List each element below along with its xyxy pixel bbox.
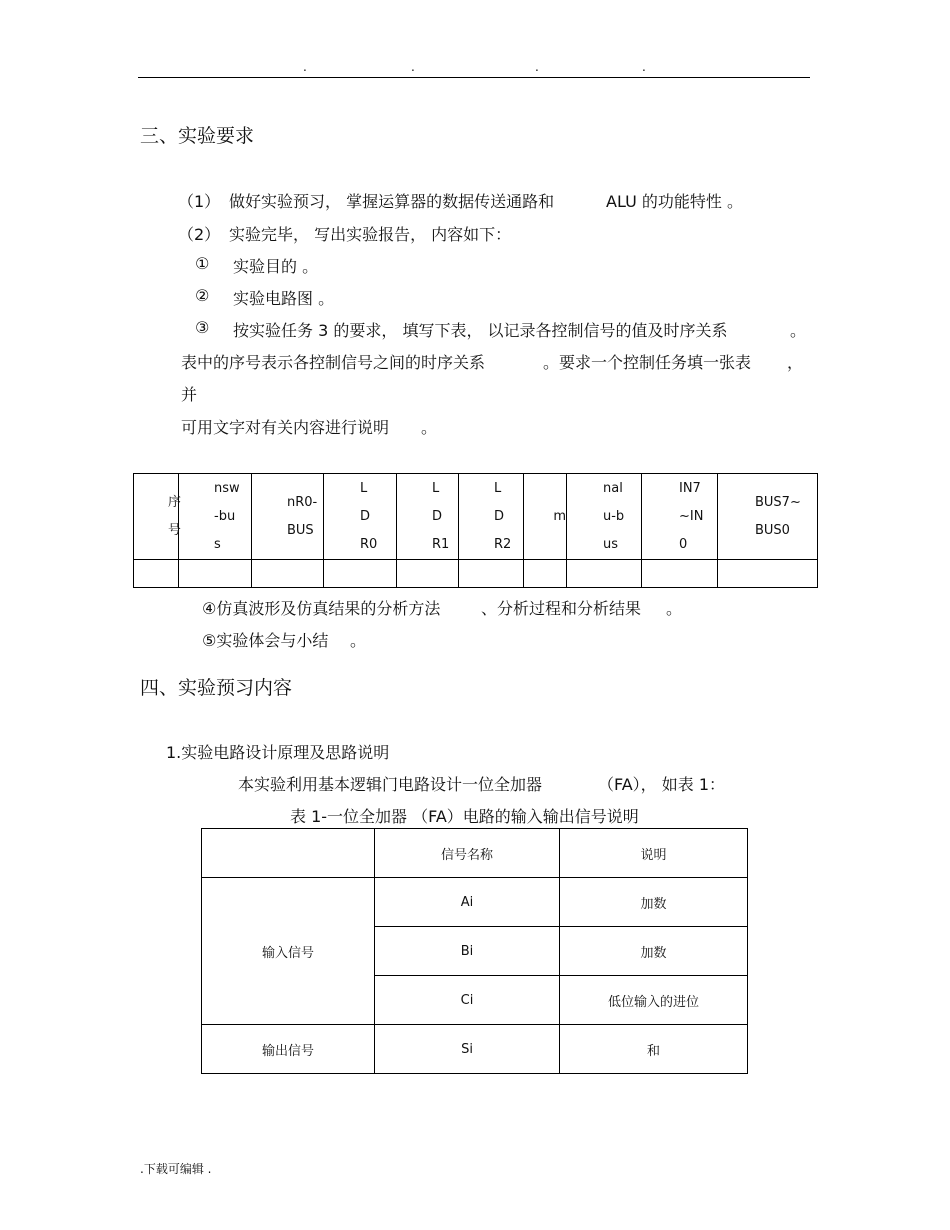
table-row: [202, 1025, 748, 1074]
section4-title: 四、实验预习内容: [140, 677, 293, 699]
fa-signal-desc: 和: [560, 1025, 748, 1074]
sub-item-1-num: ①: [195, 254, 210, 273]
req-item-5: ⑤实验体会与小结: [202, 631, 329, 650]
fa-header-row: [202, 829, 748, 878]
table-cell: [524, 560, 567, 588]
header-rule: [138, 77, 810, 78]
req-item-1-tail: ALU 的功能特性 。: [606, 192, 743, 211]
table-cell: [134, 560, 179, 588]
para-line-c: 可用文字对有关内容进行说明: [181, 418, 390, 437]
header-dot: .: [303, 60, 307, 74]
req-item-4-end: 。: [666, 599, 683, 618]
header-cell-seq: 序 号: [134, 474, 179, 560]
header-dot: .: [535, 60, 539, 74]
table-cell: [252, 560, 324, 588]
para-line-a-tail: 。要求一个控制任务填一张表: [543, 353, 752, 372]
header-cell-ldr0: L D R0: [324, 474, 397, 560]
control-table-header-row: [134, 474, 818, 560]
sub-item-3-tail: 。: [790, 321, 807, 340]
table-cell: [718, 560, 818, 588]
req-item-2-text: 实验完毕， 写出实验报告， 内容如下：: [229, 225, 512, 244]
header-dot: .: [411, 60, 415, 74]
fa-header-signal-name: 信号名称: [375, 829, 560, 878]
req-item-1-num: （1）: [178, 192, 221, 211]
fa-header-blank: [202, 829, 375, 878]
control-table-blank-row: [134, 560, 818, 588]
header-dot: .: [642, 60, 646, 74]
section4-sub1: 1.实验电路设计原理及思路说明: [166, 743, 390, 762]
sub-item-3-text: 按实验任务 3 的要求， 填写下表， 以记录各控制信号的值及时序关系: [233, 321, 728, 340]
fa-signal-name: Ai: [375, 878, 560, 927]
req-item-4-mid: 、分析过程和分析结果: [481, 599, 642, 618]
table-row: [202, 878, 748, 927]
section4-intro-mid: （FA）， 如表 1：: [598, 775, 726, 794]
para-line-c-tail: 。: [421, 418, 438, 437]
fa-signal-desc: 加数: [560, 927, 748, 976]
header-cell-bus7-bus0: BUS7~ BUS0: [718, 474, 818, 560]
section3-title: 三、实验要求: [140, 125, 255, 147]
fa-signal-name: Bi: [375, 927, 560, 976]
footer-text: .下载可编辑 .: [140, 1162, 212, 1176]
table-cell: [179, 560, 252, 588]
req-item-1-text: 做好实验预习， 掌握运算器的数据传送通路和: [229, 192, 555, 211]
fa-signal-name: Si: [375, 1025, 560, 1074]
header-cell-m: m: [524, 474, 567, 560]
table-cell: [567, 560, 642, 588]
table-cell: [459, 560, 524, 588]
table-caption: 表 1-一位全加器 （FA）电路的输入输出信号说明: [290, 807, 639, 826]
sub-item-2-num: ②: [195, 286, 210, 305]
header-cell-nalu-bus: nal u-b us: [567, 474, 642, 560]
sub-item-2-text: 实验电路图 。: [233, 289, 335, 308]
fa-signal-desc: 低位输入的进位: [560, 976, 748, 1025]
fa-input-group-label: 输入信号: [202, 878, 375, 1025]
fa-signal-desc: 加数: [560, 878, 748, 927]
fa-signal-name: Ci: [375, 976, 560, 1025]
table-cell: [397, 560, 459, 588]
header-cell-nr0-bus: nR0- BUS: [252, 474, 324, 560]
para-line-a-comma: ，: [787, 353, 804, 372]
control-signal-table: [133, 473, 818, 588]
sub-item-1-text: 实验目的 。: [233, 257, 319, 276]
full-adder-signal-table: [201, 828, 748, 1074]
para-line-b: 并: [181, 385, 198, 404]
header-cell-ldr1: L D R1: [397, 474, 459, 560]
para-line-a: 表中的序号表示各控制信号之间的时序关系: [181, 353, 486, 372]
fa-output-group-label: 输出信号: [202, 1025, 375, 1074]
req-item-2-num: （2）: [178, 225, 221, 244]
section4-intro: 本实验利用基本逻辑门电路设计一位全加器: [238, 775, 543, 794]
table-cell: [642, 560, 718, 588]
table-cell: [324, 560, 397, 588]
req-item-5-end: 。: [350, 631, 367, 650]
header-cell-nsw-bus: nsw -bu s: [179, 474, 252, 560]
header-cell-ldr2: L D R2: [459, 474, 524, 560]
fa-header-description: 说明: [560, 829, 748, 878]
sub-item-3-num: ③: [195, 318, 210, 337]
req-item-4: ④仿真波形及仿真结果的分析方法: [202, 599, 441, 618]
header-cell-in7-in0: IN7 ~IN 0: [642, 474, 718, 560]
